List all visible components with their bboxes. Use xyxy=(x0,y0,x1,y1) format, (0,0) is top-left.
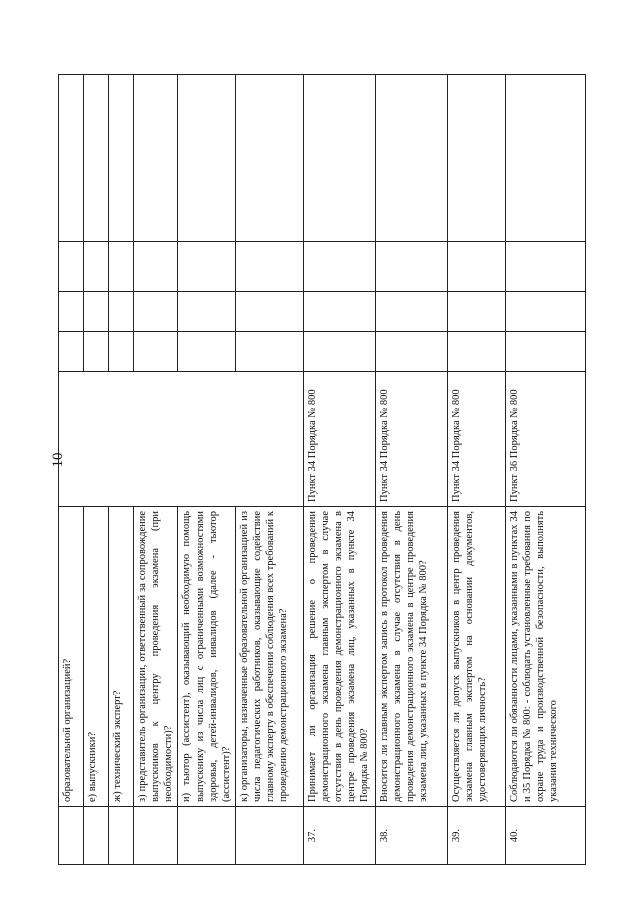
table-row xyxy=(505,75,585,865)
basis-cell: Пункт 34 Порядка № 800 xyxy=(375,372,447,507)
question-cell: е) выпускники? xyxy=(84,507,109,807)
row-number: 39. xyxy=(447,807,505,865)
note-cell xyxy=(84,75,109,242)
question-cell: образовательной организацией? xyxy=(59,507,84,807)
row-number: 37. xyxy=(303,807,375,865)
answer-yes-cell xyxy=(303,332,375,372)
answer-yes-cell xyxy=(178,332,236,372)
question-cell: ж) технический эксперт? xyxy=(109,507,134,807)
answer-na-cell xyxy=(109,242,134,292)
answer-no-cell xyxy=(235,292,303,332)
note-cell xyxy=(59,75,84,242)
answer-yes-cell xyxy=(134,332,178,372)
question-cell: и) тьютор (ассистент), оказывающий необходимую помощь выпускнику из числа лиц с ограниченными возможностями здоровья, детей-инвалидов, инвалидов (далее - тьютор (ассистент)? xyxy=(178,507,236,807)
row-number xyxy=(109,807,134,865)
answer-no-cell xyxy=(447,292,505,332)
question-cell: Принимает ли организация решение о проведении демонстрационного экзамена главным экспертом в случае отсутствия в день проведения демонстрационного экзамена в центре проведения экзамена лиц, указанных в пункте 34 Порядка № 800? xyxy=(303,507,375,807)
table-row xyxy=(375,75,447,865)
answer-na-cell xyxy=(235,242,303,292)
answer-na-cell xyxy=(375,242,447,292)
row-number: 38. xyxy=(375,807,447,865)
answer-no-cell xyxy=(84,292,109,332)
question-cell: Вносится ли главным экспертом запись в протокол проведения демонстрационного экзамена в случае отсутствия в день проведения демонстрационного экзамена в центре проведения экзамена лиц, указанных в пункте 34 Порядка № 800? xyxy=(375,507,447,807)
answer-na-cell xyxy=(178,242,236,292)
answer-no-cell xyxy=(59,292,84,332)
row-number xyxy=(59,807,84,865)
row-number xyxy=(84,807,109,865)
basis-cell: Пункт 34 Порядка № 800 xyxy=(447,372,505,507)
page-number: 10 xyxy=(49,452,66,468)
note-cell xyxy=(134,75,178,242)
basis-cell: Пункт 36 Порядка № 800 xyxy=(505,372,585,507)
row-number xyxy=(134,807,178,865)
answer-yes-cell xyxy=(447,332,505,372)
table-row xyxy=(447,75,505,865)
question-cell: Осуществляется ли допуск выпускников в центр проведения экзамена главным экспертом на основании документов, удостоверяющих личность? xyxy=(447,507,505,807)
answer-na-cell xyxy=(303,242,375,292)
answer-na-cell xyxy=(505,242,585,292)
note-cell xyxy=(109,75,134,242)
row-number: 40. xyxy=(505,807,585,865)
answer-no-cell xyxy=(375,292,447,332)
question-cell: к) организаторы, назначенные образовательной организацией из числа педагогических работников, оказывающие содействие главному эксперту в обеспечении соблюдения всех требований к проведению демонстрационного экзамена? xyxy=(235,507,303,807)
table-row xyxy=(303,75,375,865)
answer-na-cell xyxy=(59,242,84,292)
row-number xyxy=(235,807,303,865)
question-cell: Соблюдаются ли обязанности лицами, указанными в пунктах 34 и 35 Порядка № 800: - соблюдать установленные требования по охране труда и производственной безопасности, выполнять указания технического xyxy=(505,507,585,807)
note-cell xyxy=(178,75,236,242)
answer-yes-cell xyxy=(59,332,84,372)
answer-no-cell xyxy=(109,292,134,332)
row-number xyxy=(178,807,236,865)
note-cell xyxy=(235,75,303,242)
answer-yes-cell xyxy=(235,332,303,372)
answer-yes-cell xyxy=(109,332,134,372)
answer-no-cell xyxy=(505,292,585,332)
question-cell: з) представитель организации, ответственный за сопровождение выпускников к центру проведения экзамена (при необходимости)? xyxy=(134,507,178,807)
answer-no-cell xyxy=(178,292,236,332)
answer-no-cell xyxy=(134,292,178,332)
basis-cell xyxy=(59,372,304,507)
answer-na-cell xyxy=(134,242,178,292)
note-cell xyxy=(505,75,585,242)
note-cell xyxy=(447,75,505,242)
checklist-table-rotated xyxy=(58,75,582,865)
answer-no-cell xyxy=(303,292,375,332)
answer-yes-cell xyxy=(84,332,109,372)
table-row xyxy=(59,75,84,865)
note-cell xyxy=(303,75,375,242)
answer-na-cell xyxy=(84,242,109,292)
basis-cell: Пункт 34 Порядка № 800 xyxy=(303,372,375,507)
answer-yes-cell xyxy=(505,332,585,372)
note-cell xyxy=(375,75,447,242)
answer-yes-cell xyxy=(375,332,447,372)
answer-na-cell xyxy=(447,242,505,292)
checklist-table xyxy=(58,74,586,865)
